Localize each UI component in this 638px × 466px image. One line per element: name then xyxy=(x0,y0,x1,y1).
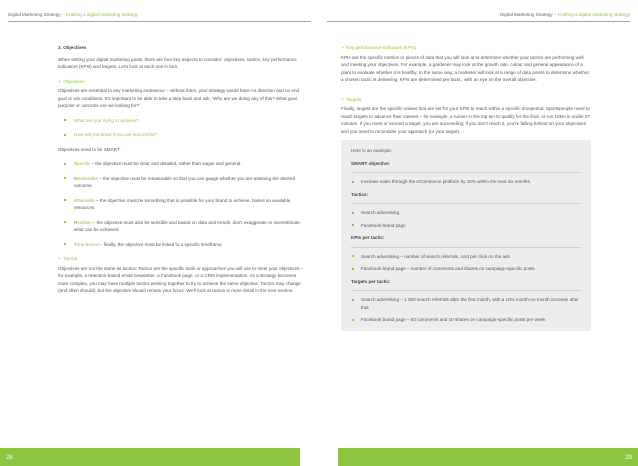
example-intro: Here is an example: xyxy=(351,148,392,153)
tactics-label: Tactics: xyxy=(351,191,369,197)
chevron-right-icon: > xyxy=(58,78,61,84)
left-column xyxy=(58,44,306,302)
square-bullet-icon xyxy=(352,212,354,214)
list-item: How will you know if you are successful? xyxy=(58,131,306,139)
right-column xyxy=(341,44,591,331)
list-item: Facebook brand page – number of comments and shares on campaign-specific posts xyxy=(351,265,581,273)
list-item: Measurable – the objective must be measurable so that you can gauge whether you are attaining the desired outcome. xyxy=(58,175,306,190)
targets-label: Targets per tactic: xyxy=(351,278,391,284)
kpi-subheading: > Key performance indicators (KPIs) xyxy=(341,45,417,50)
smart-list xyxy=(58,160,306,248)
square-bullet-icon xyxy=(64,243,66,245)
smart-objective-label: SMART objective: xyxy=(351,160,391,166)
page-number: 29 xyxy=(625,455,632,461)
square-bullet-icon xyxy=(352,255,354,257)
list-item: Time-bound – finally, the objective must be linked to a specific timeframe. xyxy=(58,241,306,249)
header-rule xyxy=(8,21,311,22)
targets-paragraph: Finally, targets are the specific values that are set for your KPIs to reach within a specific timeperiod. Sportspeople need to reach targets to advance their careers – for example, a runner in the top ten to qualify for the final, or run 10km in under 27 minutes. If you meet or exceed a target, you are succeeding; if you don’t reach it, you’re falling behind on your objectives and you need to reconsider your approach (or your target). xyxy=(341,106,590,134)
tactics-subheading: > Tactics xyxy=(58,256,78,261)
tactics-list xyxy=(351,209,581,229)
section-heading: 3. Objectives xyxy=(58,45,87,50)
example-box xyxy=(341,140,591,331)
footer-bar xyxy=(0,448,300,466)
targets-subheading: > Targets xyxy=(341,96,362,102)
chevron-right-icon: > xyxy=(341,45,344,50)
square-bullet-icon xyxy=(64,177,66,179)
running-header-left xyxy=(8,12,138,17)
list-item: Increase sales through the eCommerce platform by 10% within the next six months. xyxy=(351,178,581,186)
divider xyxy=(351,203,581,204)
list-item: Realistic – the objective must also be sensible and based on data and trends; don’t exaggerate or overestimate what can be achieved. xyxy=(58,219,306,234)
square-bullet-icon xyxy=(352,224,354,226)
header-rule xyxy=(327,21,630,22)
smart-objective-list xyxy=(351,178,581,186)
list-item: Specific – the objective must be clear and detailed, rather than vague and general. xyxy=(58,160,306,168)
square-bullet-icon xyxy=(64,199,66,201)
footer-bar xyxy=(338,448,638,466)
tactics-paragraph: Objectives are not the same as tactics. Tactics are the specific tools or approaches you will use to meet your objectives – for example, a retention-based email newsletter, a Facebook page, or a CRM implementation. As a strategy becomes more complex, you may have multiple tactics working together to try to achieve the same objective. Tactics may change (and often should), but the objective should remain your focus. We’ll look at tactics in more detail in the next section. xyxy=(58,265,304,293)
square-bullet-icon xyxy=(352,268,354,270)
objectives-paragraph: Objectives are essential to any marketing endeavour – without them, your strategy would have no direction and no end goal or win conditions. It’s important to be able to take a step back and ask, ‘Why are we doing any of this? What goal, purpose or outcome are we looking for?’ xyxy=(58,88,300,108)
right-page xyxy=(319,0,638,466)
list-item: Search advertising – number of search referrals, cost per click on the ads xyxy=(351,253,581,261)
targets-list xyxy=(351,296,581,324)
smart-intro: Objectives need to be SMART: xyxy=(58,146,121,152)
chevron-right-icon: > xyxy=(58,256,61,261)
chevron-right-icon: > xyxy=(341,96,344,102)
objectives-subheading: > Objectives xyxy=(58,78,85,84)
list-item: Search advertising xyxy=(351,209,581,217)
square-bullet-icon xyxy=(64,163,66,165)
questions-list xyxy=(58,117,306,139)
list-item: Search advertising – 1 000 search referrals after the first month, with a 10% month-on-month increase after that xyxy=(351,296,581,311)
kpis-label: KPIs per tactic: xyxy=(351,235,385,240)
divider xyxy=(351,172,581,173)
square-bullet-icon xyxy=(352,181,354,183)
list-item: What are you trying to achieve? xyxy=(58,117,306,125)
square-bullet-icon xyxy=(352,299,354,301)
square-bullet-icon xyxy=(64,119,66,121)
page-number: 28 xyxy=(6,455,13,461)
list-item: Facebook brand page xyxy=(351,222,581,230)
divider xyxy=(351,290,581,291)
intro-paragraph: When setting your digital marketing goals, there are four key aspects to consider: objectives, tactics, key performance indicators (KPIs) and targets. Let’s look at each one in turn. xyxy=(58,56,297,69)
header-title: Digital Marketing Strategy xyxy=(500,12,553,17)
list-item: Facebook brand page – 50 comments and 10 shares on campaign-specific posts per week xyxy=(351,316,581,324)
header-subtitle: – Crafting a digital marketing strategy xyxy=(60,12,138,17)
list-item: Attainable – the objective must be something that is possible for your brand to achieve, based on available resources. xyxy=(58,197,306,212)
divider xyxy=(351,247,581,248)
header-title: Digital Marketing Strategy xyxy=(8,12,61,17)
square-bullet-icon xyxy=(64,221,66,223)
square-bullet-icon xyxy=(64,134,66,136)
header-subtitle: – Crafting a digital marketing strategy xyxy=(552,12,630,17)
kpis-list xyxy=(351,253,581,273)
square-bullet-icon xyxy=(352,319,354,321)
running-header-right xyxy=(500,12,630,17)
kpi-paragraph: KPIs are the specific metrics or pieces of data that you will look at to determine whether your tactics are performing well and meeting your objectives. For example, a gardener may look at the growth rate, colour and general appearance of a plant to evaluate whether it is healthy. In the same way, a marketer will look at a range of data points to determine whether a chosen tactic is delivering. KPIs are determined per tactic, with an eye on the overall objective. xyxy=(341,54,590,82)
